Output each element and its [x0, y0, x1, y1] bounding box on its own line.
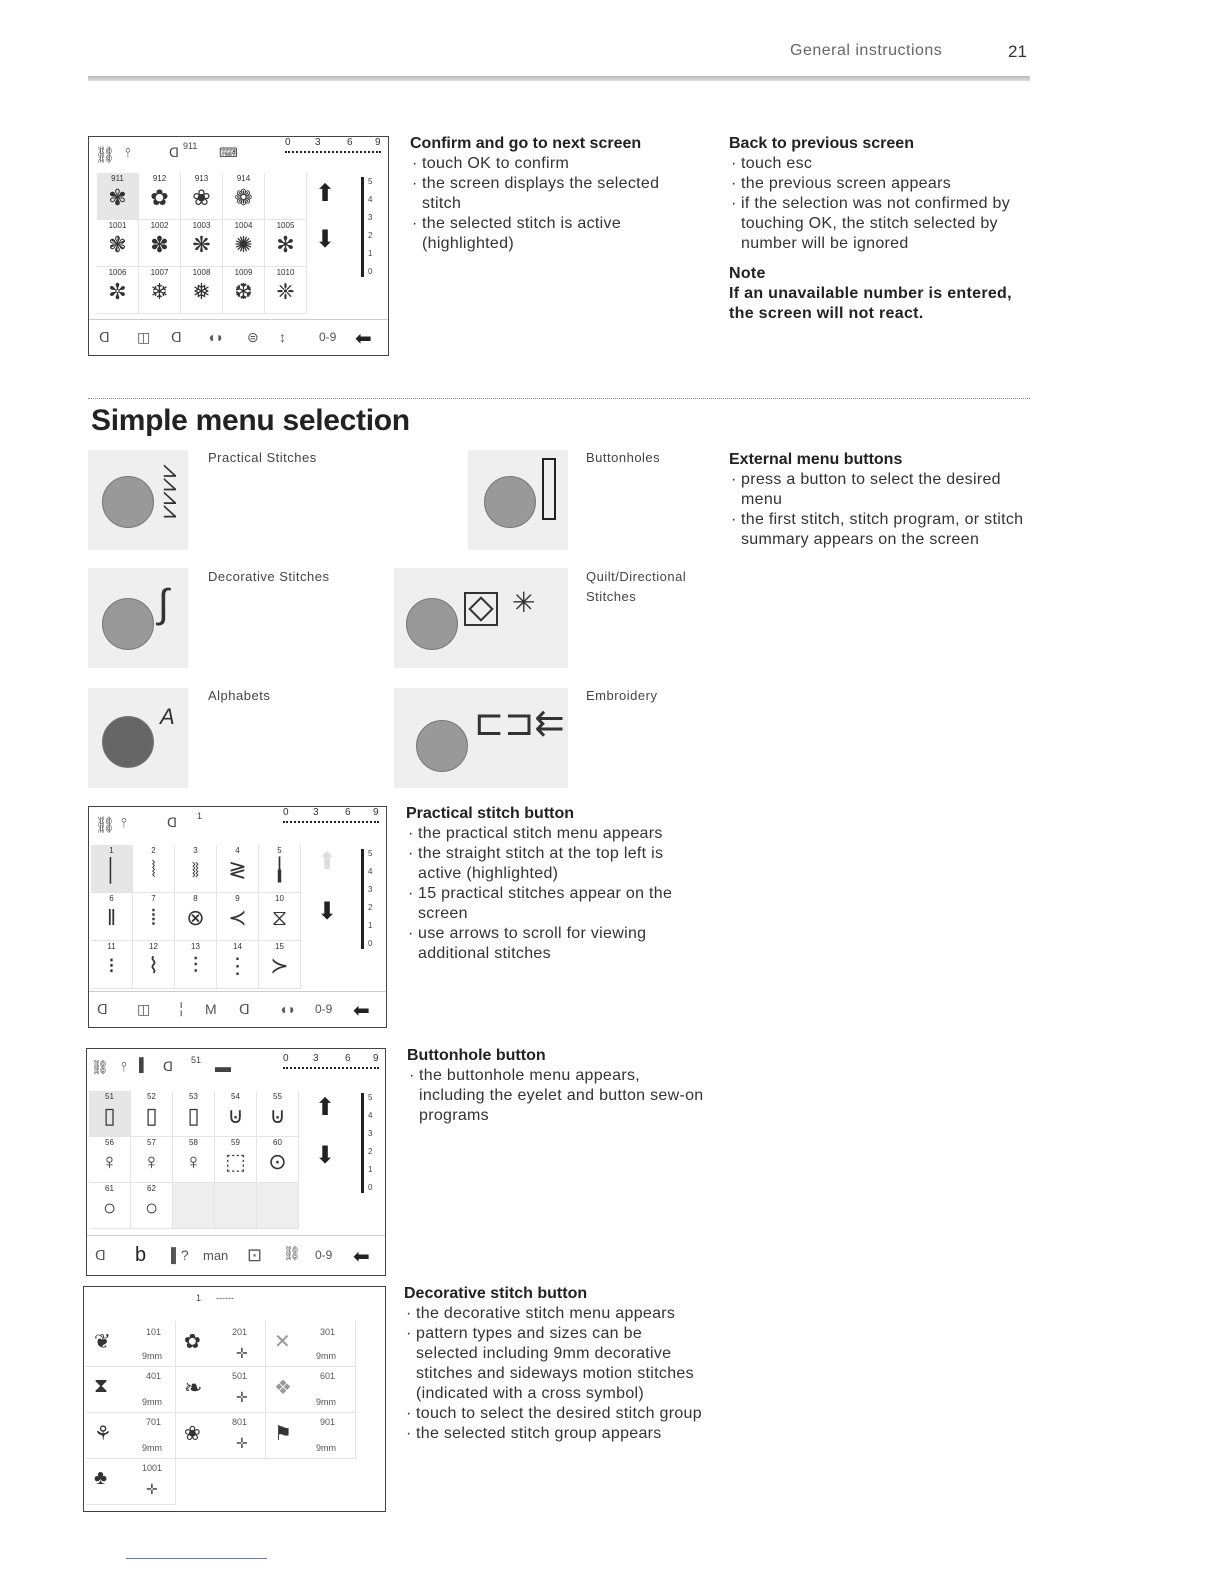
practical-button-section — [406, 804, 706, 964]
stitch-cell[interactable]: 1004 ✺ — [223, 220, 265, 267]
section-title: Simple menu selection — [91, 404, 410, 437]
quilt-tile — [394, 568, 568, 668]
scroll-up-arrow-icon[interactable]: ⬆ — [317, 848, 338, 875]
decorative-stitch-icon: ❄ — [150, 279, 169, 304]
ruler-label: 3 — [313, 1053, 319, 1064]
confirm-heading: Confirm and go to next screen — [410, 135, 642, 152]
stitch-group-cell[interactable]: ❀ 801 ✛ — [176, 1413, 266, 1459]
stitch-cell[interactable]: 914 ❁ — [223, 173, 265, 220]
external-heading: External menu buttons — [729, 451, 903, 468]
leaf-icon: ❀ — [184, 1423, 201, 1445]
screen-buttonholes — [86, 1048, 386, 1276]
decorative-stitch-icon: ✺ — [234, 232, 253, 257]
decorative-stitches-tile — [88, 568, 188, 668]
needle-stop-icon[interactable]: ╎ — [177, 1001, 186, 1017]
stretch-overlock-icon: ⫶ — [192, 953, 199, 978]
ornament-icon: ⚘ — [94, 1423, 112, 1445]
heirloom-icon: ❖ — [274, 1377, 292, 1399]
needle-icon: ⫯ — [121, 815, 127, 830]
quilt-icon — [464, 592, 498, 626]
buttonhole-length-icon[interactable]: ▌? — [171, 1247, 189, 1263]
stitch-cell[interactable]: 14 ⋮ — [217, 941, 259, 989]
gathering-stitch-icon: ⌇ — [148, 953, 159, 978]
buttonhole-icon: ⊍ — [269, 1103, 286, 1128]
stitch-length-icon[interactable]: ↕ — [279, 329, 286, 345]
empty-cell — [257, 1183, 299, 1229]
buttonhole-cell[interactable]: 52 ▯ — [131, 1091, 173, 1137]
balance-icon[interactable]: ⊜ — [247, 329, 259, 345]
list-item: · the practical stitch menu appears — [406, 824, 706, 844]
decorative-stitch-icon: ❈ — [276, 279, 295, 304]
cross-symbol-icon: ✛ — [236, 1345, 248, 1361]
alphabet-letter: A — [160, 704, 175, 729]
stitch-cell[interactable]: 1007 ❄ — [139, 267, 181, 314]
buttonhole-cell[interactable]: 51 ▯ — [89, 1091, 131, 1137]
mirror-icon[interactable]: ᗡ — [239, 1001, 250, 1017]
stitch-cell[interactable]: 1003 ❋ — [181, 220, 223, 267]
buttonholes-button[interactable] — [484, 476, 536, 528]
stitch-group-grid — [86, 1321, 358, 1505]
stitch-group-cell[interactable]: ❧ 501 ✛ — [176, 1367, 266, 1413]
stitch-cell[interactable]: 7 ⦙ — [133, 893, 175, 941]
footer-rule — [126, 1558, 267, 1559]
embroidery-button[interactable] — [416, 720, 468, 772]
decorative-stitches-label: Decorative Stitches — [208, 569, 330, 584]
back-list — [729, 154, 1029, 254]
memory-icon[interactable]: ◫ — [137, 1001, 151, 1017]
stitch-cell[interactable]: 8 ⊗ — [175, 893, 217, 941]
decorative-stitch-icon: ✻ — [276, 232, 295, 257]
screen-top-bar — [89, 807, 386, 841]
triple-zigzag-icon: ⦙ — [151, 905, 156, 930]
empty-cell — [173, 1183, 215, 1229]
number-entry-button[interactable]: 0-9 — [315, 1248, 333, 1262]
number-entry-button[interactable]: 0-9 — [315, 1002, 333, 1016]
stitch-grid — [97, 173, 307, 315]
memory-m-button[interactable]: M — [205, 1001, 217, 1017]
embroidery-machine-icon: ⊏⊐⇇ — [474, 702, 565, 743]
swirl-icon: ❧ — [184, 1375, 203, 1400]
pattern-begin-icon[interactable]: ᗡ — [97, 1001, 108, 1017]
screen-bottom-bar — [87, 1235, 385, 1276]
cross-symbol-icon: ✛ — [236, 1435, 248, 1451]
decorative-stitch-icon: ✽ — [150, 232, 169, 257]
mirror-image-icon[interactable]: ◖◗ — [207, 329, 224, 345]
universal-stitch-icon: ≻ — [270, 953, 289, 978]
decorative-stitch-icon: ✿ — [150, 185, 169, 210]
screen-top-bar — [87, 1049, 385, 1083]
active-stitch-number: 911 — [183, 141, 198, 151]
stitch-cell[interactable]: 911 ✾ — [97, 173, 139, 220]
active-stitch-number: 1 — [197, 811, 203, 821]
decorative-list — [404, 1304, 704, 1444]
needle-icon: ⫯ — [121, 1059, 127, 1074]
ruler-label: 3 — [313, 807, 319, 818]
pattern-begin-icon[interactable]: ᗡ — [99, 329, 110, 345]
stitch-cell[interactable]: 1001 ❃ — [97, 220, 139, 267]
list-item: · the decorative stitch menu appears — [404, 1304, 704, 1324]
ruler-label: 0 — [285, 137, 291, 148]
external-menu-section — [729, 450, 1029, 550]
cross-symbol-icon: ✛ — [146, 1481, 158, 1497]
stitch-icon: ᗡ — [167, 815, 177, 830]
screen-decorative-groups — [83, 1286, 386, 1512]
stitch-cell[interactable]: 1010 ❈ — [265, 267, 307, 314]
stitch-group-cell[interactable]: ❦ 101 9mm — [86, 1321, 176, 1367]
stitch-cell[interactable]: 1008 ❅ — [181, 267, 223, 314]
bound-buttonhole-icon: ⬚ — [225, 1149, 246, 1174]
ruler-label: 6 — [345, 807, 351, 818]
ruler-label: 3 — [315, 137, 321, 148]
section-divider — [88, 398, 1030, 399]
buttonhole-heading: Buttonhole button — [407, 1047, 546, 1064]
decorative-heading: Decorative stitch button — [404, 1285, 588, 1302]
back-arrow-icon[interactable]: ⬅ — [353, 1246, 370, 1268]
list-item: · the first stitch, stitch program, or stitch summary appears on the screen — [729, 510, 1029, 550]
practical-heading: Practical stitch button — [406, 805, 575, 822]
keyhole-buttonhole-icon: ♀ — [185, 1149, 202, 1174]
empty-cell — [176, 1459, 266, 1505]
back-heading: Back to previous screen — [729, 135, 914, 152]
cross-stitch-icon: ✕ — [274, 1331, 291, 1353]
number-entry-button[interactable]: 0-9 — [319, 330, 337, 344]
stitch-cell[interactable]: 10 ⧖ — [259, 893, 301, 941]
manual-button[interactable]: man — [203, 1248, 229, 1263]
embroidery-label: Embroidery — [586, 688, 658, 703]
ruler-label: 0 — [283, 1053, 289, 1064]
stitch-cell[interactable]: 6 ‖ — [91, 893, 133, 941]
header-rule — [88, 76, 1030, 81]
stitch-cell[interactable]: 3 ⧚ — [175, 845, 217, 893]
confirm-section — [410, 134, 700, 254]
buttonhole-grid — [89, 1091, 299, 1229]
ruler-label: 9 — [375, 137, 381, 148]
external-list — [729, 470, 1029, 550]
list-item: · touch to select the desired stitch group — [404, 1404, 704, 1424]
back-arrow-icon[interactable]: ⬅ — [355, 328, 372, 350]
list-item: · the straight stitch at the top left is active (highlighted) — [406, 844, 706, 884]
stitch-length-ruler — [283, 807, 379, 823]
scroll-down-arrow-icon[interactable]: ⬇ — [315, 1142, 336, 1169]
running-stitch-icon: ╽ — [272, 857, 287, 882]
stitch-group-cell[interactable]: ❖ 601 9mm — [266, 1367, 356, 1413]
stitch-group-cell[interactable]: ⚘ 701 9mm — [86, 1413, 176, 1459]
memory-icon[interactable]: ◫ — [137, 329, 151, 345]
buttonhole-cell[interactable]: 62 ○ — [131, 1183, 173, 1229]
list-item: · touch OK to confirm — [410, 154, 700, 174]
list-item: · 15 practical stitches appear on the screen — [406, 884, 706, 924]
straight-stitch-icon: │ — [104, 857, 119, 882]
alphabets-button[interactable] — [102, 716, 154, 768]
practical-stitches-label: Practical Stitches — [208, 450, 317, 465]
decorative-button-section — [404, 1284, 704, 1444]
ruler-label: 6 — [345, 1053, 351, 1064]
scroll-up-arrow-icon[interactable]: ⬆ — [315, 1094, 336, 1121]
presser-foot-icon: ⛓ — [95, 817, 116, 834]
mirror-icon[interactable]: ᗡ — [171, 329, 182, 345]
quilt-label: Quilt/Directional Stitches — [586, 569, 687, 604]
buttonhole-icon: ▯ — [103, 1103, 116, 1128]
list-item: · the previous screen appears — [729, 174, 1029, 194]
length-icon: ▬ — [215, 1059, 231, 1076]
screen-top-bar — [89, 137, 388, 171]
buttonhole-icon: ▯ — [187, 1103, 200, 1128]
note-label: Note — [729, 265, 766, 282]
screen-practical-stitches — [88, 806, 387, 1028]
buttonhole-cell[interactable]: 55 ⊍ — [257, 1091, 299, 1137]
page-number: 21 — [1008, 42, 1027, 61]
stitch-length-ruler — [285, 137, 381, 153]
stitch-icon: ᗡ — [169, 145, 179, 160]
vari-overlock-icon: ≷ — [228, 857, 247, 882]
buttonhole-mini-icon: ▌ — [139, 1057, 149, 1072]
buttonhole-cell[interactable]: 54 ⊍ — [215, 1091, 257, 1137]
figure-icon: ♣ — [94, 1467, 108, 1489]
needle-icon: ⫯ — [125, 145, 131, 160]
stitch-cell[interactable]: 4 ≷ — [217, 845, 259, 893]
stitch-group-cell[interactable]: ✿ 201 ✛ — [176, 1321, 266, 1367]
screen-bottom-bar — [89, 991, 386, 1028]
stitch-cell[interactable]: 1006 ✼ — [97, 267, 139, 314]
stitch-cell[interactable]: 9 ≺ — [217, 893, 259, 941]
buttonhole-cell[interactable]: 58 ♀ — [173, 1137, 215, 1183]
stitch-group-cell[interactable]: ♣ 1001 ✛ — [86, 1459, 176, 1505]
practical-stitches-tile — [88, 450, 188, 550]
buttonhole-button-section — [407, 1046, 707, 1126]
stitch-cell[interactable]: 1 │ — [91, 845, 133, 893]
triple-straight-icon: ‖ — [106, 905, 117, 930]
active-stitch-number: 1 — [196, 1293, 202, 1303]
decorative-stitch-icon: ❁ — [234, 185, 253, 210]
list-item: · the selected stitch group appears — [404, 1424, 704, 1444]
button-measure-icon[interactable]: ⊡ — [247, 1245, 263, 1265]
stitch-cell[interactable]: 2 ⦚ — [133, 845, 175, 893]
back-section — [729, 134, 1029, 324]
buttonhole-cell[interactable]: 57 ♀ — [131, 1137, 173, 1183]
presser-foot-icon[interactable]: ⛓ — [283, 1245, 301, 1261]
screen-bottom-bar — [89, 319, 388, 356]
buttonhole-cell[interactable]: 60 ⊙ — [257, 1137, 299, 1183]
buttonhole-cell[interactable]: 53 ▯ — [173, 1091, 215, 1137]
stitch-cell[interactable]: 1009 ❆ — [223, 267, 265, 314]
stitch-length-ruler — [283, 1053, 379, 1069]
stitch-group-cell[interactable]: ⚑ 901 9mm — [266, 1413, 356, 1459]
cross-symbol-icon: ✛ — [236, 1389, 248, 1405]
number-placeholder: ------ — [216, 1293, 234, 1303]
buttonhole-cell[interactable]: 59 ⬚ — [215, 1137, 257, 1183]
buttonhole-cell[interactable]: 56 ♀ — [89, 1137, 131, 1183]
decorative-stitch-icon: ✾ — [108, 185, 127, 210]
ruler-label: 9 — [373, 1053, 379, 1064]
stitch-cell[interactable]: 13 ⫶ — [175, 941, 217, 989]
floral-icon: ❦ — [94, 1331, 111, 1353]
button-sew-on-icon: ⊙ — [268, 1149, 287, 1174]
ruler-label: 0 — [283, 807, 289, 818]
machine-icon: ⌨ — [219, 145, 238, 160]
list-item: · if the selection was not confirmed by touching OK, the stitch selected by number will be ignored — [729, 194, 1029, 254]
flag-icon: ⚑ — [274, 1423, 292, 1445]
practical-list — [406, 824, 706, 964]
decorative-stitch-icon: ❃ — [108, 232, 127, 257]
zigzag-stitch-icon: ⧚ — [191, 857, 200, 882]
alphabets-tile — [88, 688, 188, 788]
scroll-up-arrow-icon[interactable]: ⬆ — [315, 180, 336, 207]
eyelet-icon: ○ — [102, 1195, 117, 1220]
alphabets-label: Alphabets — [208, 688, 271, 703]
stitch-cell[interactable]: 913 ❀ — [181, 173, 223, 220]
list-item: · press a button to select the desired menu — [729, 470, 1029, 510]
buttonhole-list — [407, 1066, 707, 1126]
practical-stitches-button[interactable] — [102, 476, 154, 528]
presser-foot-icon: ⛓ — [95, 147, 116, 164]
running-header-title: General instructions — [790, 42, 943, 59]
list-item: · the buttonhole menu appears, including the eyelet and button sew-on programs — [407, 1066, 707, 1126]
buttonhole-icon: ▯ — [145, 1103, 158, 1128]
list-item: · the selected stitch is active (highlighted) — [410, 214, 700, 254]
stitch-cell[interactable]: 1005 ✻ — [265, 220, 307, 267]
stitch-width-scale: 5 4 3 2 1 0 — [361, 1093, 376, 1193]
buttonholes-tile — [468, 450, 568, 550]
stitch-icon: ᗡ — [163, 1059, 173, 1074]
list-item: · use arrows to scroll for viewing additional stitches — [406, 924, 706, 964]
stitch-cell[interactable]: 12 ⌇ — [133, 941, 175, 989]
confirm-list — [410, 154, 700, 254]
buttonholes-label: Buttonholes — [586, 450, 661, 465]
stitch-cell[interactable]: 11 ⁝ — [91, 941, 133, 989]
presser-foot-icon: ⛓ — [91, 1059, 109, 1075]
quilt-directional-button[interactable] — [406, 598, 458, 650]
eyelet-icon: ○ — [144, 1195, 159, 1220]
buttonhole-icon: ⊍ — [227, 1103, 244, 1128]
empty-cell — [266, 1459, 356, 1505]
list-item: · pattern types and sizes can be selected including 9mm decorative stitches and sideways motion stitches (indicated with a cross symbol) — [404, 1324, 704, 1404]
honeycomb-icon: ⊗ — [186, 905, 205, 930]
stitch-grid — [91, 845, 301, 989]
decorative-stitch-icon: ❆ — [234, 279, 253, 304]
ruler-label: 6 — [347, 137, 353, 148]
buttonhole-icon — [542, 458, 556, 520]
decorative-stitches-button[interactable] — [102, 598, 154, 650]
stitch-cell[interactable]: 912 ✿ — [139, 173, 181, 220]
stitch-cell[interactable]: 15 ≻ — [259, 941, 301, 989]
back-arrow-icon[interactable]: ⬅ — [353, 1000, 370, 1022]
scroll-down-arrow-icon[interactable]: ⬇ — [317, 898, 338, 925]
decorative-stitch-icon: ❋ — [192, 232, 211, 257]
stitch-cell[interactable]: 1002 ✽ — [139, 220, 181, 267]
buttonhole-cell[interactable]: 61 ○ — [89, 1183, 131, 1229]
empty-cell — [215, 1183, 257, 1229]
blind-stitch-icon: ≺ — [228, 905, 247, 930]
keyhole-buttonhole-icon: ♀ — [101, 1149, 118, 1174]
decorative-stitch-icon: ✼ — [108, 279, 127, 304]
scroll-down-arrow-icon[interactable]: ⬇ — [315, 226, 336, 253]
active-stitch-number: 51 — [191, 1055, 202, 1065]
stitch-cell[interactable]: 5 ╽ — [259, 845, 301, 893]
stitch-width-scale: 5 4 3 2 1 0 — [361, 849, 376, 949]
stitch-group-cell[interactable]: ✕ 301 9mm — [266, 1321, 356, 1367]
stitch-group-cell[interactable]: ⧗ 401 9mm — [86, 1367, 176, 1413]
jersey-stitch-icon: ⋮ — [226, 953, 249, 978]
list-item: · the screen displays the selected stitch — [410, 174, 700, 214]
decorative-stitch-icon: ❅ — [192, 279, 211, 304]
double-overlock-icon: ⧖ — [271, 905, 288, 930]
stitch-width-scale: 5 4 3 2 1 0 — [361, 177, 376, 277]
satin-icon: ⧗ — [94, 1375, 109, 1397]
keyhole-buttonhole-icon: ♀ — [143, 1149, 160, 1174]
super-stretch-icon: ⁝ — [108, 953, 115, 978]
zigzag-icon: ⩘⩘⩘⩘ — [158, 464, 185, 519]
pattern-begin-icon[interactable]: ᗡ — [95, 1247, 106, 1263]
note-text: If an unavailable number is entered, the screen will not react. — [729, 285, 1012, 322]
wave-icon: ∫ — [158, 582, 169, 626]
screen-number-selection — [88, 136, 389, 356]
b-button[interactable]: b — [135, 1244, 147, 1266]
directional-icon: ✳ — [512, 587, 536, 618]
embroidery-tile — [394, 688, 568, 788]
zigzag-stitch-icon: ⦚ — [151, 857, 156, 882]
flower-icon: ✿ — [184, 1331, 201, 1353]
mirror-image-icon[interactable]: ◖◗ — [279, 1001, 296, 1017]
ruler-label: 9 — [373, 807, 379, 818]
list-item: · touch esc — [729, 154, 1029, 174]
decorative-stitch-icon: ❀ — [192, 185, 211, 210]
stitch-cell — [265, 173, 307, 220]
